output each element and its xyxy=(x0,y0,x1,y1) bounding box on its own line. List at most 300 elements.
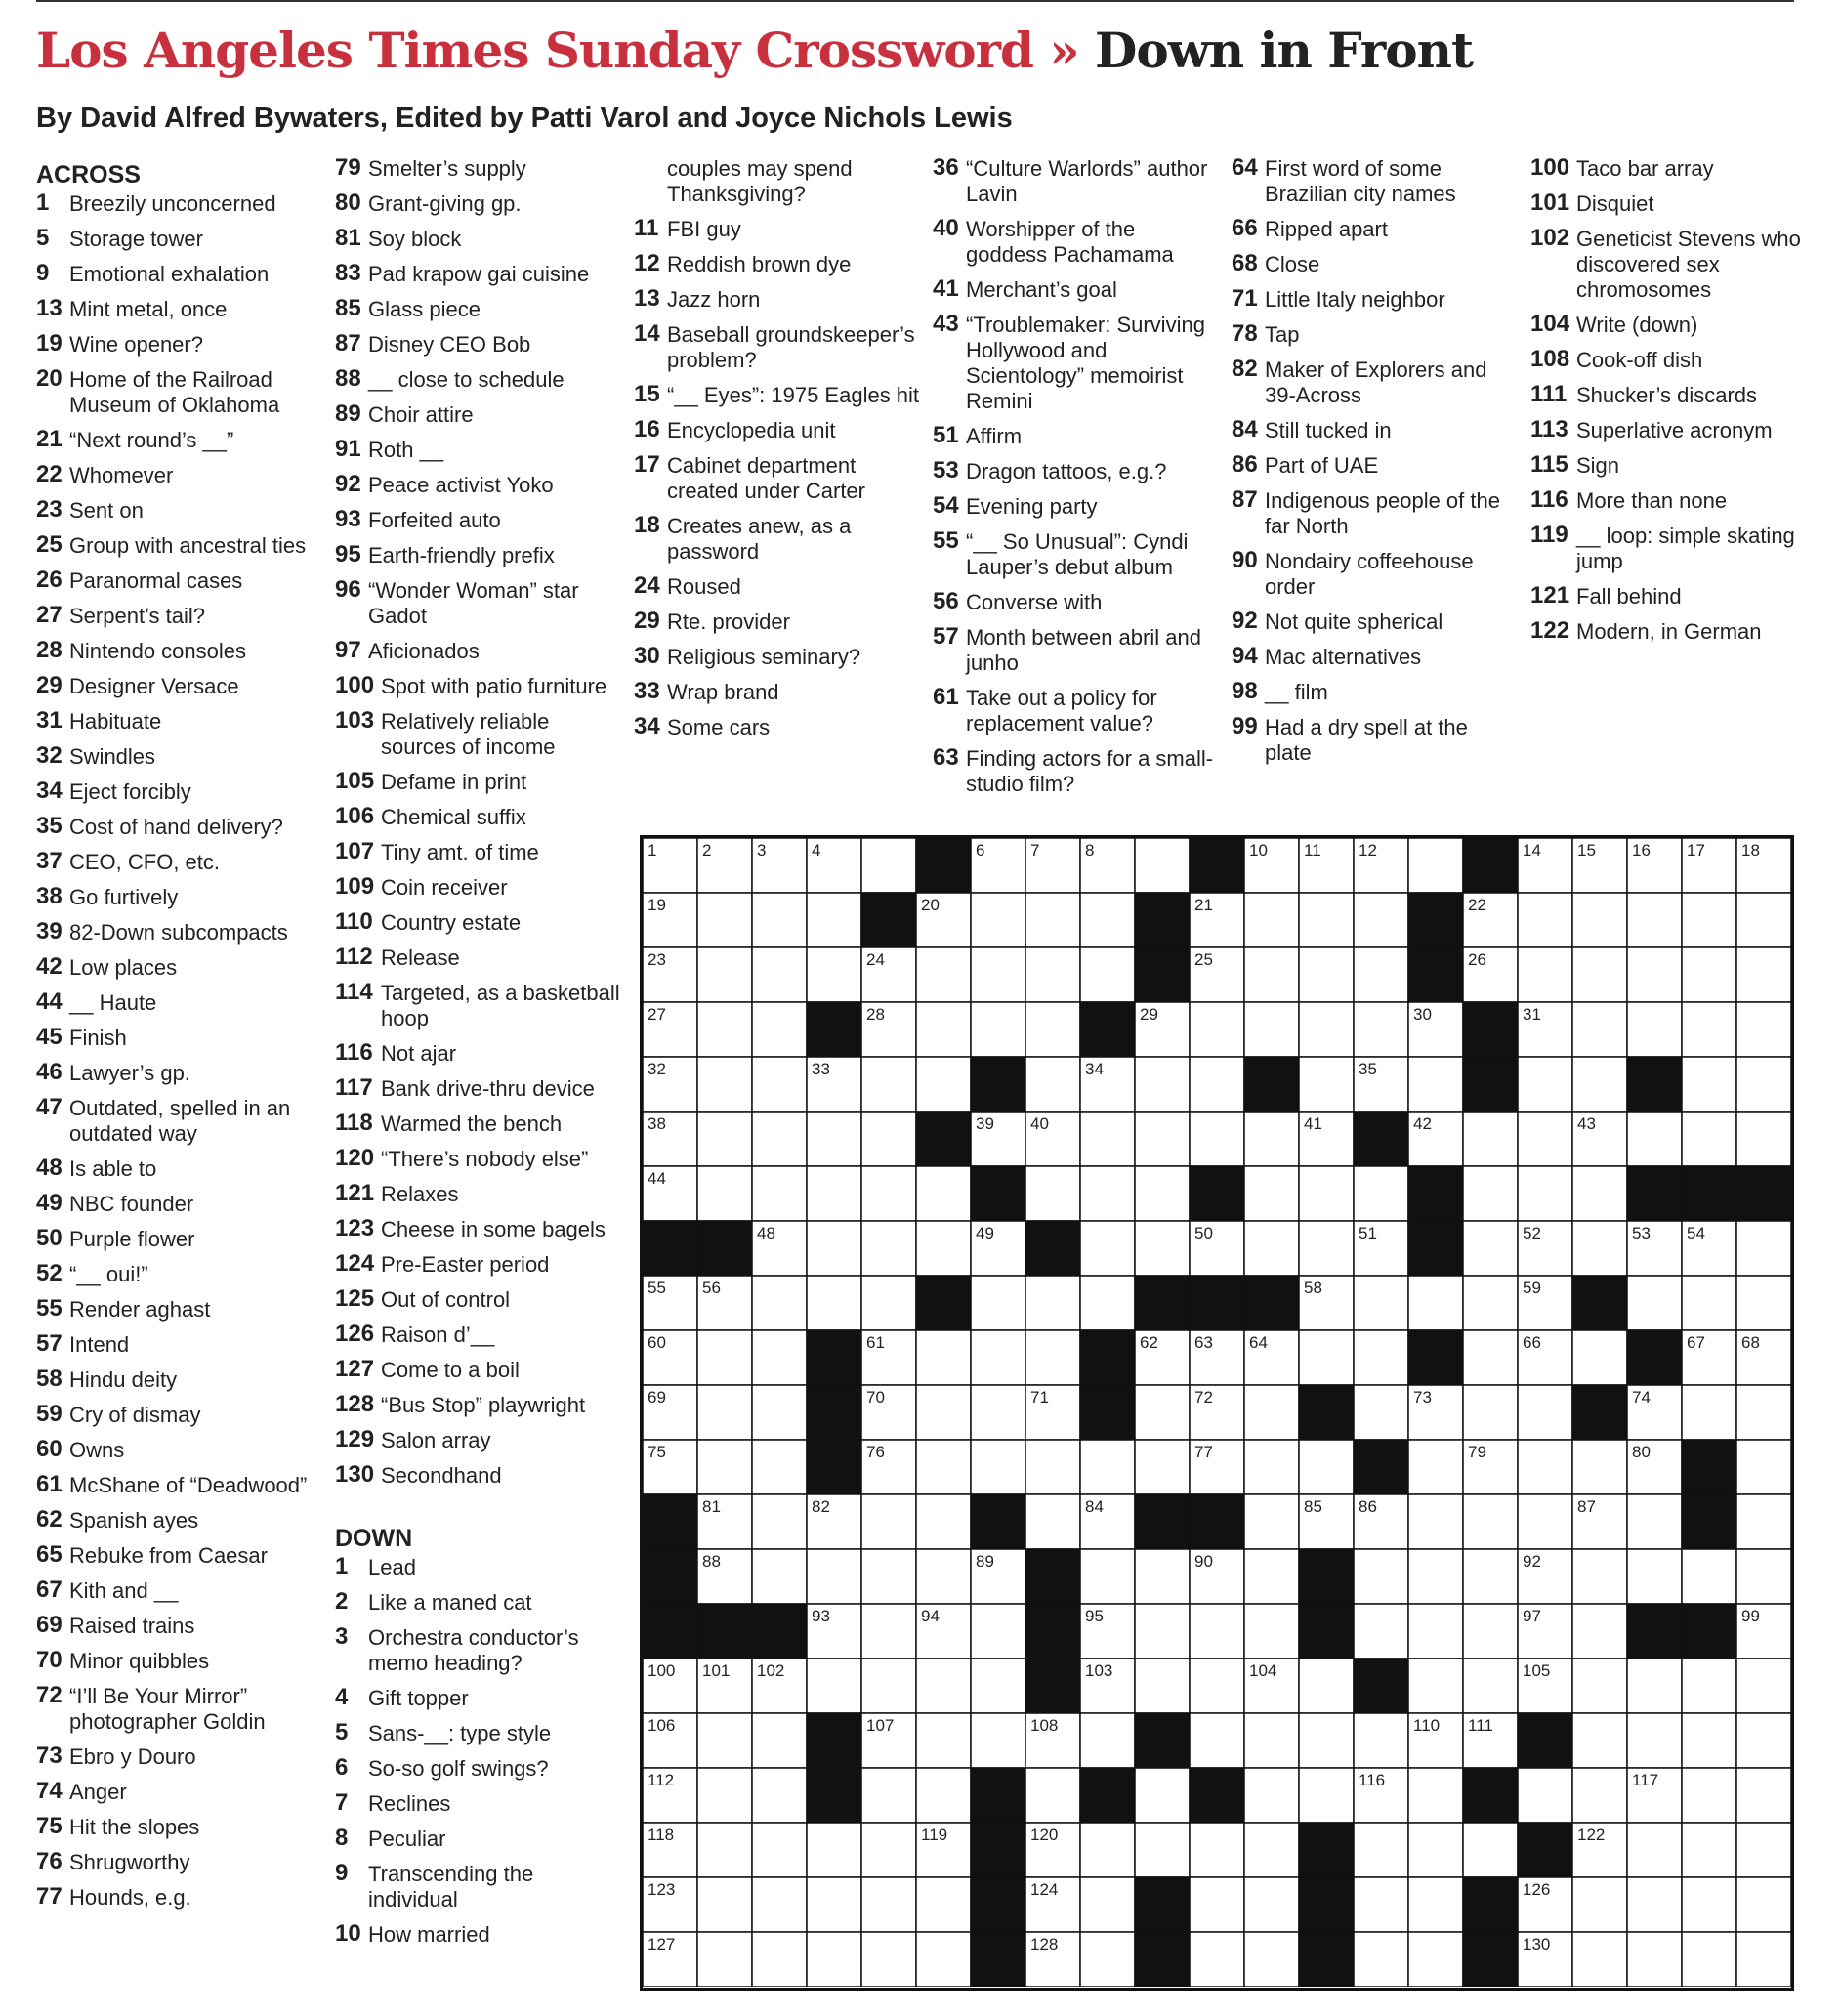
grid-cell[interactable] xyxy=(916,1330,971,1385)
clue-number: 129 xyxy=(335,1426,375,1452)
clue-item xyxy=(335,332,623,357)
clue-number: 12 xyxy=(634,250,660,276)
grid-cell[interactable] xyxy=(916,1549,971,1604)
grid-cell[interactable] xyxy=(1463,1221,1518,1276)
grid-cell[interactable] xyxy=(1572,1002,1627,1057)
grid-cell[interactable] xyxy=(1025,1330,1080,1385)
clue-number: 20 xyxy=(36,365,63,392)
grid-cell[interactable] xyxy=(1244,893,1299,947)
grid-cell[interactable] xyxy=(1736,1440,1791,1494)
grid-cell[interactable] xyxy=(697,1440,752,1494)
grid-cell[interactable] xyxy=(1299,1659,1354,1713)
grid-cell[interactable] xyxy=(1244,1002,1299,1057)
grid-cell[interactable] xyxy=(1572,1549,1627,1604)
grid-cell[interactable] xyxy=(1408,1549,1463,1604)
grid-cell[interactable] xyxy=(1408,1604,1463,1659)
grid-cell[interactable] xyxy=(971,947,1025,1002)
grid-cell[interactable] xyxy=(1736,1549,1791,1604)
grid-cell[interactable] xyxy=(861,838,916,893)
grid-cell[interactable] xyxy=(916,1385,971,1440)
grid-cell[interactable] xyxy=(1244,1221,1299,1276)
grid-cell[interactable] xyxy=(807,1659,861,1713)
grid-cell[interactable] xyxy=(697,1932,752,1987)
grid-cell[interactable] xyxy=(1080,893,1135,947)
grid-cell[interactable] xyxy=(1463,1276,1518,1330)
grid-cell[interactable] xyxy=(1572,1659,1627,1713)
clue-number: 75 xyxy=(36,1813,63,1839)
grid-cell[interactable] xyxy=(1682,893,1736,947)
grid-cell[interactable] xyxy=(1408,1877,1463,1932)
grid-cell[interactable] xyxy=(1190,1112,1244,1166)
clue-item xyxy=(1530,524,1819,574)
grid-cell[interactable] xyxy=(1518,1112,1572,1166)
grid-cell[interactable] xyxy=(1025,893,1080,947)
grid-cell[interactable] xyxy=(1463,1494,1518,1549)
clue-number: 53 xyxy=(933,457,959,483)
grid-cell[interactable] xyxy=(861,1112,916,1166)
grid-cell[interactable] xyxy=(1080,1276,1135,1330)
clue-item xyxy=(335,262,623,287)
grid-cell[interactable] xyxy=(916,1166,971,1221)
grid-cell[interactable] xyxy=(752,1166,807,1221)
grid-cell[interactable] xyxy=(1682,1057,1736,1112)
grid-cell[interactable] xyxy=(1518,1440,1572,1494)
grid-cell[interactable] xyxy=(1627,1659,1682,1713)
grid-cell[interactable] xyxy=(752,1823,807,1877)
clue-text: Choir attire xyxy=(368,402,474,427)
grid-cell[interactable] xyxy=(1135,1659,1190,1713)
grid-cell[interactable] xyxy=(1354,1823,1408,1877)
grid-cell[interactable] xyxy=(1408,1823,1463,1877)
grid-cell[interactable] xyxy=(1135,1823,1190,1877)
grid-cell[interactable] xyxy=(1736,1932,1791,1987)
clue-number: 73 xyxy=(36,1743,63,1769)
grid-black-square xyxy=(861,893,916,947)
grid-cell[interactable] xyxy=(1572,1877,1627,1932)
grid-cell[interactable] xyxy=(1408,1276,1463,1330)
grid-cell-number: 20 xyxy=(921,896,940,914)
grid-cell[interactable] xyxy=(916,1659,971,1713)
grid-cell[interactable] xyxy=(1736,1385,1791,1440)
grid-cell[interactable] xyxy=(1244,1604,1299,1659)
grid-cell[interactable] xyxy=(1682,1768,1736,1823)
grid-cell[interactable] xyxy=(1736,1112,1791,1166)
grid-cell[interactable] xyxy=(1299,1221,1354,1276)
clue-number: 52 xyxy=(36,1260,63,1286)
grid-cell[interactable] xyxy=(1682,1877,1736,1932)
clue-number: 116 xyxy=(335,1039,373,1066)
grid-cell[interactable] xyxy=(1135,1604,1190,1659)
grid-cell[interactable] xyxy=(1463,1604,1518,1659)
grid-cell[interactable] xyxy=(697,1877,752,1932)
grid-cell[interactable] xyxy=(1682,1659,1736,1713)
clue-number: 50 xyxy=(36,1225,63,1251)
grid-cell[interactable] xyxy=(1572,1330,1627,1385)
grid-cell[interactable] xyxy=(1627,893,1682,947)
clue-number: 8 xyxy=(335,1825,349,1851)
grid-cell[interactable] xyxy=(697,1823,752,1877)
clue-number: 67 xyxy=(36,1576,63,1603)
grid-cell[interactable] xyxy=(697,1166,752,1221)
grid-cell[interactable] xyxy=(697,893,752,947)
clue-number: 51 xyxy=(933,422,959,448)
grid-cell[interactable] xyxy=(1080,1877,1135,1932)
grid-cell[interactable] xyxy=(1682,1385,1736,1440)
grid-cell[interactable] xyxy=(1354,893,1408,947)
clue-item xyxy=(335,1393,623,1418)
clue-text: Relaxes xyxy=(381,1182,459,1206)
grid-cell[interactable] xyxy=(1244,1112,1299,1166)
clue-number: 123 xyxy=(335,1215,375,1241)
grid-cell[interactable] xyxy=(1299,893,1354,947)
grid-cell[interactable] xyxy=(697,1768,752,1823)
grid-cell[interactable] xyxy=(1080,1549,1135,1604)
grid-cell[interactable] xyxy=(1244,1713,1299,1768)
grid-cell[interactable] xyxy=(1572,1440,1627,1494)
grid-cell[interactable] xyxy=(1354,1276,1408,1330)
grid-cell[interactable] xyxy=(916,1494,971,1549)
grid-cell[interactable] xyxy=(1518,947,1572,1002)
grid-cell[interactable] xyxy=(807,1276,861,1330)
grid-cell[interactable] xyxy=(1025,1494,1080,1549)
grid-cell[interactable] xyxy=(861,1494,916,1549)
grid-cell[interactable] xyxy=(1244,1166,1299,1221)
grid-cell[interactable] xyxy=(752,1002,807,1057)
grid-cell[interactable] xyxy=(1682,1002,1736,1057)
grid-cell[interactable] xyxy=(1080,1440,1135,1494)
grid-cell[interactable] xyxy=(971,1440,1025,1494)
grid-cell[interactable] xyxy=(1627,1276,1682,1330)
grid-cell[interactable] xyxy=(1190,1823,1244,1877)
grid-cell[interactable] xyxy=(1354,1166,1408,1221)
grid-cell[interactable] xyxy=(1408,838,1463,893)
clue-item xyxy=(634,609,922,635)
grid-cell[interactable] xyxy=(916,1768,971,1823)
grid-cell[interactable] xyxy=(1135,1385,1190,1440)
grid-cell[interactable] xyxy=(1244,1877,1299,1932)
grid-cell[interactable] xyxy=(1682,1823,1736,1877)
grid-cell[interactable] xyxy=(1627,1494,1682,1549)
grid-cell[interactable] xyxy=(1463,1385,1518,1440)
grid-cell[interactable] xyxy=(1190,1659,1244,1713)
grid-cell[interactable] xyxy=(1682,1932,1736,1987)
grid-cell-number: 70 xyxy=(866,1388,885,1407)
grid-cell[interactable] xyxy=(1572,1932,1627,1987)
grid-cell[interactable] xyxy=(1354,1002,1408,1057)
grid-cell[interactable] xyxy=(861,1057,916,1112)
grid-cell[interactable] xyxy=(916,947,971,1002)
grid-cell[interactable] xyxy=(807,1549,861,1604)
grid-black-square xyxy=(1299,1877,1354,1932)
grid-cell[interactable] xyxy=(971,1604,1025,1659)
grid-cell[interactable] xyxy=(1572,1221,1627,1276)
grid-cell[interactable] xyxy=(752,1713,807,1768)
grid-cell[interactable] xyxy=(1135,838,1190,893)
grid-cell[interactable] xyxy=(1518,1768,1572,1823)
grid-cell[interactable] xyxy=(752,1385,807,1440)
grid-cell[interactable] xyxy=(1627,1713,1682,1768)
grid-cell[interactable] xyxy=(1025,1057,1080,1112)
grid-cell[interactable] xyxy=(1025,1002,1080,1057)
grid-cell[interactable] xyxy=(1190,1057,1244,1112)
grid-cell[interactable] xyxy=(1408,1659,1463,1713)
grid-cell[interactable] xyxy=(697,1330,752,1385)
grid-cell[interactable] xyxy=(752,1768,807,1823)
grid-cell[interactable] xyxy=(1408,1932,1463,1987)
grid-cell[interactable] xyxy=(861,1549,916,1604)
grid-cell[interactable] xyxy=(807,1166,861,1221)
grid-cell[interactable] xyxy=(1572,1768,1627,1823)
grid-cell[interactable] xyxy=(1080,1221,1135,1276)
grid-cell[interactable] xyxy=(1627,1823,1682,1877)
grid-cell[interactable] xyxy=(971,1002,1025,1057)
grid-cell[interactable] xyxy=(1354,1549,1408,1604)
grid-cell[interactable] xyxy=(752,1330,807,1385)
clue-text: Cheese in some bagels xyxy=(381,1217,606,1241)
grid-cell[interactable] xyxy=(1627,1112,1682,1166)
grid-cell[interactable] xyxy=(752,947,807,1002)
grid-cell[interactable] xyxy=(1682,947,1736,1002)
grid-cell[interactable] xyxy=(752,1932,807,1987)
grid-cell[interactable] xyxy=(1135,1166,1190,1221)
grid-cell-number: 64 xyxy=(1249,1333,1268,1352)
grid-cell[interactable] xyxy=(1572,1166,1627,1221)
clue-item xyxy=(36,744,324,770)
grid-cell[interactable] xyxy=(1244,1932,1299,1987)
grid-cell[interactable] xyxy=(1299,1713,1354,1768)
grid-cell[interactable] xyxy=(807,1932,861,1987)
grid-black-square xyxy=(971,1823,1025,1877)
grid-cell[interactable] xyxy=(1135,1768,1190,1823)
grid-cell[interactable] xyxy=(916,1057,971,1112)
clue-text: Raised trains xyxy=(69,1614,195,1638)
grid-cell[interactable] xyxy=(752,1877,807,1932)
grid-cell[interactable] xyxy=(916,1002,971,1057)
grid-cell[interactable] xyxy=(1080,1932,1135,1987)
grid-cell[interactable] xyxy=(752,1276,807,1330)
grid-cell[interactable] xyxy=(916,1932,971,1987)
grid-cell[interactable] xyxy=(1736,1221,1791,1276)
grid-cell[interactable] xyxy=(1190,1604,1244,1659)
grid-cell[interactable] xyxy=(861,1604,916,1659)
grid-cell[interactable] xyxy=(807,1112,861,1166)
clue-item xyxy=(634,574,922,600)
grid-cell[interactable] xyxy=(861,1276,916,1330)
grid-cell[interactable] xyxy=(971,1276,1025,1330)
grid-cell[interactable] xyxy=(807,1877,861,1932)
grid-cell[interactable] xyxy=(1627,1549,1682,1604)
clue-item xyxy=(933,494,1221,520)
grid-cell[interactable] xyxy=(1354,1330,1408,1385)
grid-cell[interactable] xyxy=(861,1659,916,1713)
grid-cell[interactable] xyxy=(861,1221,916,1276)
grid-cell[interactable] xyxy=(861,1932,916,1987)
grid-cell[interactable] xyxy=(1408,1768,1463,1823)
grid-cell[interactable] xyxy=(1190,1877,1244,1932)
grid-cell[interactable] xyxy=(1354,1932,1408,1987)
grid-cell[interactable] xyxy=(752,1440,807,1494)
grid-cell-number: 106 xyxy=(648,1716,676,1735)
grid-cell[interactable] xyxy=(752,1494,807,1549)
grid-cell[interactable] xyxy=(1190,1002,1244,1057)
grid-cell[interactable] xyxy=(861,1166,916,1221)
clue-item xyxy=(36,463,324,488)
grid-cell[interactable] xyxy=(1572,1713,1627,1768)
grid-cell[interactable] xyxy=(1736,947,1791,1002)
grid-cell[interactable] xyxy=(971,1713,1025,1768)
grid-cell[interactable] xyxy=(1518,1385,1572,1440)
clue-number: 25 xyxy=(36,531,63,558)
clue-number: 13 xyxy=(36,295,63,321)
grid-cell[interactable] xyxy=(861,1877,916,1932)
grid-cell[interactable] xyxy=(861,1768,916,1823)
grid-cell[interactable] xyxy=(1463,1823,1518,1877)
grid-cell[interactable] xyxy=(1299,1440,1354,1494)
grid-cell[interactable] xyxy=(1299,1057,1354,1112)
grid-cell[interactable] xyxy=(1627,1002,1682,1057)
grid-cell[interactable] xyxy=(1299,1768,1354,1823)
grid-cell[interactable] xyxy=(1244,1494,1299,1549)
grid-cell[interactable] xyxy=(916,1713,971,1768)
grid-cell[interactable] xyxy=(1572,1057,1627,1112)
grid-cell[interactable] xyxy=(1463,1330,1518,1385)
clue-text: Owns xyxy=(69,1438,125,1462)
grid-cell[interactable] xyxy=(1299,1166,1354,1221)
grid-cell[interactable] xyxy=(1463,1166,1518,1221)
grid-cell[interactable] xyxy=(916,1877,971,1932)
clue-number: 65 xyxy=(36,1541,63,1568)
grid-cell[interactable] xyxy=(1518,1057,1572,1112)
grid-cell[interactable] xyxy=(1627,1932,1682,1987)
grid-cell[interactable] xyxy=(1736,1659,1791,1713)
grid-svg xyxy=(643,838,1791,1987)
grid-cell[interactable] xyxy=(807,893,861,947)
grid-cell[interactable] xyxy=(1354,1877,1408,1932)
grid-cell[interactable] xyxy=(1736,1494,1791,1549)
grid-cell[interactable] xyxy=(697,1057,752,1112)
grid-cell[interactable] xyxy=(1736,1768,1791,1823)
grid-cell[interactable] xyxy=(1244,1385,1299,1440)
grid-cell[interactable] xyxy=(1080,1823,1135,1877)
grid-cell[interactable] xyxy=(1025,947,1080,1002)
grid-cell[interactable] xyxy=(1682,1549,1736,1604)
grid-cell[interactable] xyxy=(1244,1768,1299,1823)
grid-cell[interactable] xyxy=(1736,1713,1791,1768)
grid-cell[interactable] xyxy=(807,1823,861,1877)
grid-cell[interactable] xyxy=(1736,1877,1791,1932)
grid-cell[interactable] xyxy=(1080,947,1135,1002)
grid-cell[interactable] xyxy=(697,1112,752,1166)
grid-cell[interactable] xyxy=(1572,1604,1627,1659)
grid-cell[interactable] xyxy=(1080,1112,1135,1166)
grid-cell[interactable] xyxy=(697,947,752,1002)
grid-black-square xyxy=(1682,1494,1736,1549)
clue-number: 21 xyxy=(36,426,63,452)
grid-cell[interactable] xyxy=(1244,1823,1299,1877)
grid-cell[interactable] xyxy=(1354,947,1408,1002)
grid-cell[interactable] xyxy=(752,893,807,947)
grid-cell[interactable] xyxy=(1354,1604,1408,1659)
grid-cell[interactable] xyxy=(1354,1385,1408,1440)
grid-cell[interactable] xyxy=(1682,1276,1736,1330)
grid-cell[interactable] xyxy=(1025,1276,1080,1330)
grid-cell[interactable] xyxy=(697,1002,752,1057)
grid-cell[interactable] xyxy=(1135,1549,1190,1604)
grid-cell[interactable] xyxy=(1080,1713,1135,1768)
grid-cell[interactable] xyxy=(1244,1440,1299,1494)
grid-cell[interactable] xyxy=(1627,947,1682,1002)
grid-cell[interactable] xyxy=(697,1713,752,1768)
grid-cell[interactable] xyxy=(971,1330,1025,1385)
clue-text: Nondairy coffeehouse order xyxy=(1265,549,1474,599)
grid-cell[interactable] xyxy=(1518,1494,1572,1549)
grid-cell[interactable] xyxy=(1627,1877,1682,1932)
clue-item xyxy=(1530,191,1819,217)
grid-cell[interactable] xyxy=(1736,1276,1791,1330)
grid-cell[interactable] xyxy=(1736,893,1791,947)
grid-cell[interactable] xyxy=(697,1385,752,1440)
grid-cell[interactable] xyxy=(1408,1057,1463,1112)
grid-cell[interactable] xyxy=(1682,1713,1736,1768)
grid-cell[interactable] xyxy=(971,893,1025,947)
grid-cell[interactable] xyxy=(1299,1330,1354,1385)
grid-cell[interactable] xyxy=(1463,1112,1518,1166)
grid-cell[interactable] xyxy=(1408,1494,1463,1549)
grid-cell[interactable] xyxy=(971,1659,1025,1713)
grid-cell[interactable] xyxy=(1736,1002,1791,1057)
grid-cell[interactable] xyxy=(1299,1002,1354,1057)
grid-cell[interactable] xyxy=(1080,1166,1135,1221)
grid-cell[interactable] xyxy=(752,1057,807,1112)
grid-cell[interactable] xyxy=(1518,893,1572,947)
grid-cell[interactable] xyxy=(1190,1932,1244,1987)
grid-cell[interactable] xyxy=(1135,1057,1190,1112)
grid-cell[interactable] xyxy=(1736,1057,1791,1112)
grid-cell[interactable] xyxy=(861,1823,916,1877)
grid-cell[interactable] xyxy=(1025,1440,1080,1494)
grid-cell[interactable] xyxy=(1463,1659,1518,1713)
grid-cell[interactable] xyxy=(1244,947,1299,1002)
grid-cell[interactable] xyxy=(1025,1166,1080,1221)
grid-cell[interactable] xyxy=(1354,1713,1408,1768)
grid-black-square xyxy=(643,1221,697,1276)
clue-item xyxy=(335,1862,623,1912)
grid-cell[interactable] xyxy=(1572,893,1627,947)
grid-cell[interactable] xyxy=(1135,1112,1190,1166)
grid-cell[interactable] xyxy=(1682,1112,1736,1166)
grid-cell[interactable] xyxy=(752,1112,807,1166)
grid-cell[interactable] xyxy=(807,1221,861,1276)
grid-cell[interactable] xyxy=(1736,1823,1791,1877)
grid-cell[interactable] xyxy=(1025,1768,1080,1823)
grid-cell[interactable] xyxy=(807,947,861,1002)
clue-text: Jazz horn xyxy=(667,287,761,312)
grid-cell[interactable] xyxy=(1244,1549,1299,1604)
grid-cell[interactable] xyxy=(752,1549,807,1604)
grid-cell[interactable] xyxy=(1518,1166,1572,1221)
grid-cell[interactable] xyxy=(1135,1440,1190,1494)
grid-cell[interactable] xyxy=(1190,1713,1244,1768)
grid-cell[interactable] xyxy=(1135,1221,1190,1276)
grid-cell[interactable] xyxy=(1572,947,1627,1002)
grid-cell[interactable] xyxy=(971,1385,1025,1440)
grid-cell[interactable] xyxy=(1463,1549,1518,1604)
grid-cell[interactable] xyxy=(1408,1440,1463,1494)
clue-text: Finish xyxy=(69,1026,127,1050)
grid-cell[interactable] xyxy=(916,1440,971,1494)
grid-cell[interactable] xyxy=(1299,947,1354,1002)
grid-cell[interactable] xyxy=(916,1221,971,1276)
